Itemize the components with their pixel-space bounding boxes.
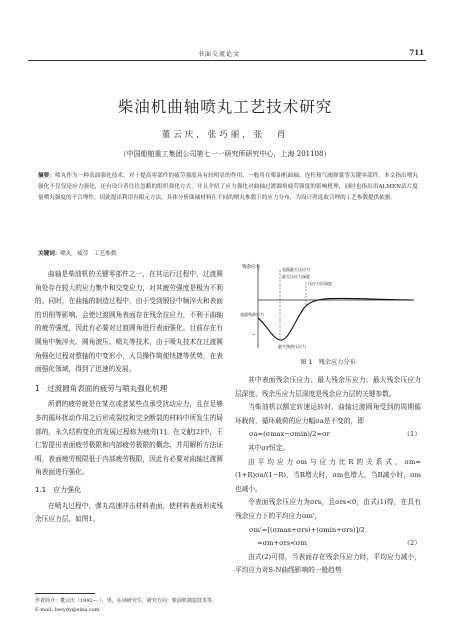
label-compress-layer: 压应力层深度	[308, 281, 332, 286]
right-paragraph-6: 由式(2)可得，当表面存在残余压应力时，平均应力减小，平均应力对S-N曲线影响的一般趋势	[235, 552, 421, 575]
figure-caption: 图 1 残余应力分布	[300, 359, 356, 366]
right-paragraph-2: 当柴油机以额定转速运转时，曲轴过渡圆角受到的周期循环载荷，循环载荷的应力幅σa是不变的，即	[235, 403, 421, 425]
equation-2a: σm'=[(σmax+σrs)+(σmin+σrs)]/2	[249, 525, 365, 534]
equation-2	[235, 537, 421, 551]
equation-1-number: （1）	[403, 430, 421, 439]
right-paragraph-5: 令表面残余压应力为σrs，且σrs<0，由式(1)得，在具有残余应力下的平均应力σm'，	[235, 498, 421, 520]
label-surface-residual: 表面残余应力	[240, 312, 264, 317]
keywords-text: 喷丸 疲劳 工艺参数	[60, 251, 117, 257]
residual-stress-figure	[238, 262, 418, 354]
right-paragraph-3: 其中σr恒定。	[248, 443, 290, 452]
paper-title: 柴油机曲轴喷丸工艺技术研究	[117, 98, 333, 116]
section-1-1-paragraph: 在喷丸过程中，弹丸高速冲击材料表面，使材料表面形成残余压应力层，如图1。	[35, 501, 223, 524]
keywords-label: 关键词：	[38, 251, 61, 257]
label-peak-depth: 最大压应力深度	[282, 274, 310, 279]
equation-1	[235, 428, 421, 442]
abstract-label: 摘要：	[38, 173, 56, 179]
label-max-surface: 表面最大压应力	[282, 267, 310, 272]
right-paragraph-4: 由平均应力σm与应力比R的关系式，σm=(1+R)σa/(1−R)，当R增大时，σm也增大，当R减小时，σm也减小。	[235, 457, 421, 493]
axis-label: 残余应力	[242, 265, 260, 270]
footnote-divider	[35, 593, 95, 594]
author-email: E-mail: bssydy@sina.com	[35, 607, 100, 613]
label-max-compress: 最大残余压应力	[278, 344, 306, 349]
left-column	[35, 268, 223, 527]
abstract	[38, 171, 418, 205]
running-header	[28, 48, 426, 61]
footnote	[35, 597, 223, 615]
intro-paragraph: 曲轴是柴油机的关键零部件之一，在其运行过程中，过渡圆角处存在较大的应力集中和交变应力，对其疲劳强度是极为不利的。同时，在曲轴的制造过程中，由于受到锻径中频淬火和表面的切削等影响，会使过渡圆角表面存在残余拉应力，不利于曲轴的疲劳强度，因此有必要对过渡圆角进行表面强化。目前存在有圆角中频淬火、圆角滚压、喷丸等技术，由于喷丸技术在过渡圆角强化过程对整轴的中变形小，人员操作简便快捷等优势，在表面强化领域，得到了迅速的发展。	[35, 270, 223, 374]
keywords	[38, 249, 418, 257]
affiliation: （中国船舶重工集团公司第七一一研究所研究中心，上海 201108）	[119, 150, 331, 158]
abstract-text: 喷丸作为一种表面强化技术，对于提高零部件的疲劳强度具有较明显的作用，一般用在柴油机曲轴、连杆和气阀弹簧等关键零部件。本文指出喷丸强化不仅仅是应力强化，还有设计者往往忽略的组织强化方式，并且介绍了应力强化对曲轴过渡圆角疲劳强度的影响机理，同时也指出用ALMEN试片度量喷丸强度的不合理性。因此提出利用有限元方法，具体分析曲轴材料在不同的喷丸参数下的应力分布，为设计者选取合理的工艺参数提供依据。	[38, 173, 418, 202]
residual-stress-curve	[258, 298, 414, 340]
negative-sign: –	[252, 331, 255, 338]
equation-2-body: =σm+σrs<σm	[257, 539, 307, 548]
section-1-1-heading: 1.1 应力强化	[35, 485, 82, 494]
section-1-paragraph: 所谓的疲劳就是在某点或者某些点承受扰动应力，且在足够多的循环扰动作用之后形成裂纹和完全断裂的材料中所发生的局部的，永久结构变化的发展过程称为疲劳[1]。在文献[2]中，王仁智提出表面疲劳极限和内部疲劳极限的概念，并用解析方法证明，表面疲劳极限低于内部疲劳极限，因此有必要对曲轴过渡圆角表面进行强化。	[35, 400, 223, 477]
journal-name: 书面交流论文	[198, 51, 241, 58]
author-bio: 作者简介：董云庆（1992— ），男，在读研究生，研究方向：柴油机制造技术等。	[35, 598, 217, 604]
right-column	[235, 374, 421, 578]
authors: 董云庆，张巧丽，张 肖	[161, 130, 289, 140]
section-1-heading: 1 过渡圆角表面的疲劳与喷丸强化机理	[35, 383, 168, 393]
page-number: 711	[409, 48, 424, 57]
equation-2-number: （2）	[403, 539, 421, 548]
right-paragraph-1: 其中表面残余压应力、最大残余压应力、最大残余压应力层深度、残余压应力层深度是残余应力层的关键参数。	[235, 376, 421, 398]
equation-1-body: σa=(σmax−σmin)/2=σr	[249, 430, 330, 439]
